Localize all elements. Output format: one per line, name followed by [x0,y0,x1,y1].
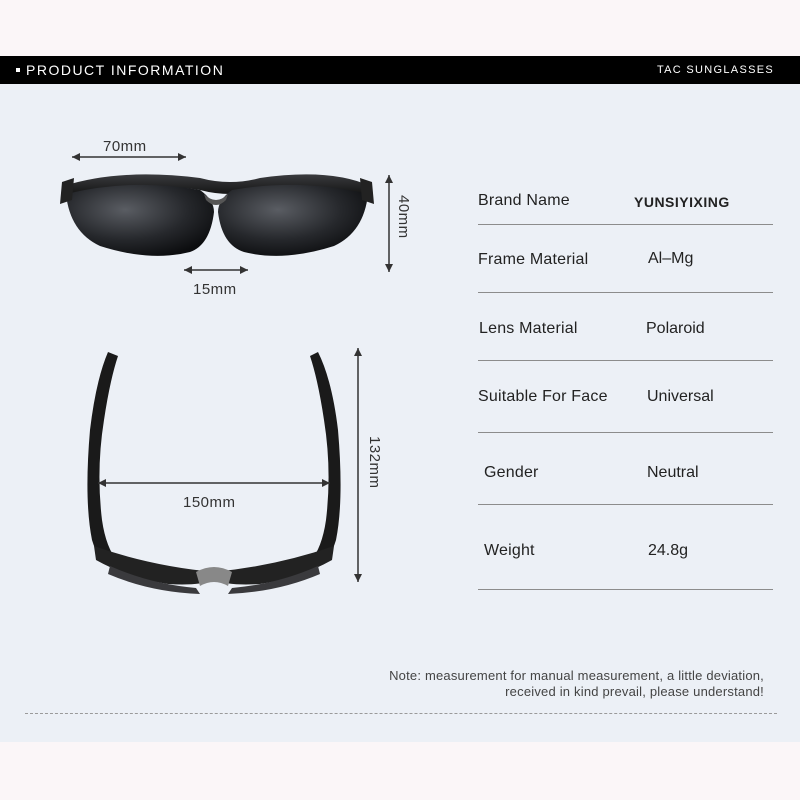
spec-label-face: Suitable For Face [478,388,608,405]
glasses-top-view [87,352,340,594]
spec-value-lens: Polaroid [646,320,705,337]
divider [478,360,773,361]
divider [478,432,773,433]
spec-value-frame: Al–Mg [648,250,694,267]
note-line-1: Note: measurement for manual measurement, a little deviation, [389,668,764,683]
spec-label-weight: Weight [484,542,535,559]
frame-width-label: 150mm [183,494,236,511]
temple-length-label: 132mm [366,436,383,489]
spec-value-brand: YUNSIYIXING [634,194,730,210]
measurement-note [389,668,764,700]
header-left-title: PRODUCT INFORMATION [26,62,225,78]
divider [478,504,773,505]
spec-value-gender: Neutral [647,464,699,481]
left-lens [66,185,214,256]
lens-height-label: 40mm [395,195,412,239]
spec-value-weight: 24.8g [648,542,689,559]
bridge-label: 15mm [193,281,237,298]
spec-value-face: Universal [647,388,714,405]
divider [478,589,773,590]
spec-label-frame: Frame Material [478,251,589,268]
divider [478,292,773,293]
right-lens [218,185,368,256]
spec-label-gender: Gender [484,464,539,481]
dashed-divider [25,713,777,714]
spec-label-brand: Brand Name [478,192,570,209]
note-line-2: received in kind prevail, please understand! [505,684,764,699]
spec-label-lens: Lens Material [479,320,578,337]
lens-width-label: 70mm [103,138,147,155]
header-right-title: TAC SUNGLASSES [656,64,774,76]
divider [478,224,773,225]
